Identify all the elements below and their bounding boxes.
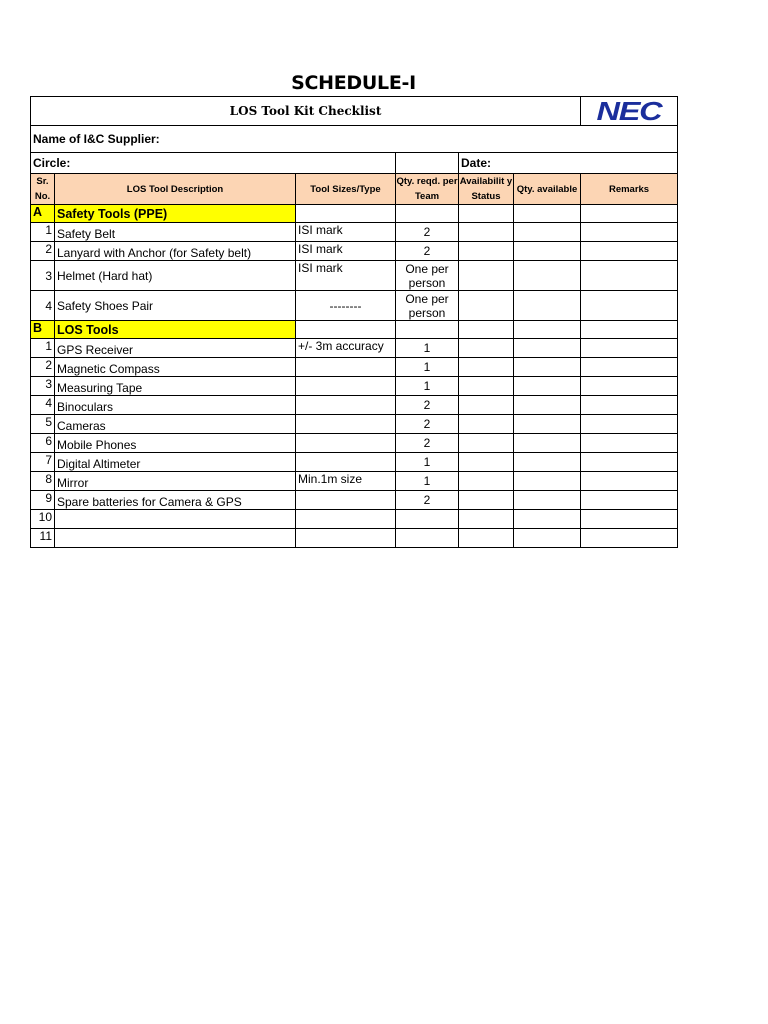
table-row <box>31 529 678 548</box>
remarks-cell <box>581 223 678 242</box>
qty-required: 2 <box>396 415 459 434</box>
header-qty: Qty. reqd. per Team <box>396 174 459 205</box>
qty-available-cell <box>514 358 581 377</box>
qty-available-cell <box>514 529 581 548</box>
table-row <box>31 291 678 321</box>
tool-size <box>296 415 396 434</box>
availability-status-cell <box>459 510 514 529</box>
remarks-cell <box>581 339 678 358</box>
tool-description: Lanyard with Anchor (for Safety belt) <box>55 242 296 261</box>
tool-size <box>296 396 396 415</box>
qty-available-cell <box>514 434 581 453</box>
table-row <box>31 223 678 242</box>
table-row <box>31 358 678 377</box>
qty-required: 1 <box>396 472 459 491</box>
header-sr: Sr. No. <box>31 174 55 205</box>
tool-description: Spare batteries for Camera & GPS <box>55 491 296 510</box>
sr-no: 6 <box>31 434 55 453</box>
availability-status-cell <box>459 396 514 415</box>
qty-required: 2 <box>396 396 459 415</box>
remarks-cell <box>581 472 678 491</box>
sr-no: 4 <box>31 291 55 321</box>
tool-size <box>296 453 396 472</box>
remarks-cell <box>581 242 678 261</box>
section-name: LOS Tools <box>55 321 296 339</box>
qty-required: 1 <box>396 377 459 396</box>
sr-no: 8 <box>31 472 55 491</box>
table-row <box>31 396 678 415</box>
qty-available-cell <box>514 223 581 242</box>
tool-description: Binoculars <box>55 396 296 415</box>
checklist-title: LOS Tool Kit Checklist <box>31 97 581 126</box>
date-label: Date: <box>459 153 678 174</box>
remarks-cell <box>581 510 678 529</box>
remarks-cell <box>581 291 678 321</box>
table-row <box>31 491 678 510</box>
availability-status-cell <box>459 434 514 453</box>
table-row <box>31 434 678 453</box>
tool-description: Digital Altimeter <box>55 453 296 472</box>
section-row <box>31 321 678 339</box>
qty-available-cell <box>514 510 581 529</box>
cell <box>459 321 514 339</box>
cell <box>296 321 396 339</box>
sr-no: 5 <box>31 415 55 434</box>
availability-status-cell <box>459 529 514 548</box>
sr-no: 1 <box>31 223 55 242</box>
tool-size <box>296 529 396 548</box>
table-row <box>31 415 678 434</box>
cell <box>581 321 678 339</box>
qty-available-cell <box>514 261 581 291</box>
nec-logo-text: NEC <box>596 96 662 126</box>
qty-required: 2 <box>396 491 459 510</box>
tool-description <box>55 510 296 529</box>
tool-description: Magnetic Compass <box>55 358 296 377</box>
tool-size <box>296 510 396 529</box>
table-row <box>31 472 678 491</box>
qty-required <box>396 510 459 529</box>
circle-label: Circle: <box>31 153 396 174</box>
availability-status-cell <box>459 491 514 510</box>
table-row <box>31 453 678 472</box>
qty-available-cell <box>514 491 581 510</box>
availability-status-cell <box>459 223 514 242</box>
header-qty-avail: Qty. available <box>514 174 581 205</box>
tool-size: Min.1m size <box>296 472 396 491</box>
qty-available-cell <box>514 453 581 472</box>
availability-status-cell <box>459 291 514 321</box>
header-avail: Availabilit y Status <box>459 174 514 205</box>
availability-status-cell <box>459 415 514 434</box>
qty-required: 2 <box>396 242 459 261</box>
remarks-cell <box>581 415 678 434</box>
cell <box>459 205 514 223</box>
tool-description <box>55 529 296 548</box>
tool-description: Measuring Tape <box>55 377 296 396</box>
tool-description: GPS Receiver <box>55 339 296 358</box>
availability-status-cell <box>459 242 514 261</box>
sr-no: 10 <box>31 510 55 529</box>
tool-size <box>296 434 396 453</box>
availability-status-cell <box>459 377 514 396</box>
table-row <box>31 242 678 261</box>
tool-size <box>296 491 396 510</box>
qty-available-cell <box>514 377 581 396</box>
sr-no: 9 <box>31 491 55 510</box>
cell <box>581 205 678 223</box>
nec-logo <box>581 97 678 126</box>
qty-required <box>396 529 459 548</box>
qty-available-cell <box>514 242 581 261</box>
header-remarks: Remarks <box>581 174 678 205</box>
tool-description: Safety Belt <box>55 223 296 242</box>
qty-required: 1 <box>396 339 459 358</box>
tool-size: -------- <box>296 291 396 321</box>
tool-description: Safety Shoes Pair <box>55 291 296 321</box>
remarks-cell <box>581 396 678 415</box>
cell <box>296 205 396 223</box>
remarks-cell <box>581 434 678 453</box>
remarks-cell <box>581 529 678 548</box>
table-row <box>31 510 678 529</box>
qty-required: 1 <box>396 453 459 472</box>
table-row <box>31 339 678 358</box>
header-row <box>31 174 678 205</box>
tool-description: Mobile Phones <box>55 434 296 453</box>
qty-available-cell <box>514 396 581 415</box>
qty-required: One per person <box>396 291 459 321</box>
cell <box>514 321 581 339</box>
qty-available-cell <box>514 415 581 434</box>
remarks-cell <box>581 377 678 396</box>
sr-no: 11 <box>31 529 55 548</box>
qty-required: 1 <box>396 358 459 377</box>
qty-required: 2 <box>396 434 459 453</box>
header-size: Tool Sizes/Type <box>296 174 396 205</box>
cell <box>396 205 459 223</box>
section-row <box>31 205 678 223</box>
tool-description: Helmet (Hard hat) <box>55 261 296 291</box>
sr-no: 7 <box>31 453 55 472</box>
sr-no: 1 <box>31 339 55 358</box>
tool-size: +/- 3m accuracy <box>296 339 396 358</box>
tool-size: ISI mark <box>296 261 396 291</box>
qty-available-cell <box>514 291 581 321</box>
section-name: Safety Tools (PPE) <box>55 205 296 223</box>
sr-no: 3 <box>31 377 55 396</box>
availability-status-cell <box>459 472 514 491</box>
sr-no: 2 <box>31 358 55 377</box>
tool-description: Mirror <box>55 472 296 491</box>
schedule-title: SCHEDULE-I <box>291 72 416 94</box>
remarks-cell <box>581 491 678 510</box>
availability-status-cell <box>459 339 514 358</box>
table-row <box>31 261 678 291</box>
tool-size <box>296 358 396 377</box>
availability-status-cell <box>459 453 514 472</box>
qty-required: One per person <box>396 261 459 291</box>
sr-no: 2 <box>31 242 55 261</box>
section-id: B <box>31 321 55 339</box>
availability-status-cell <box>459 261 514 291</box>
sr-no: 4 <box>31 396 55 415</box>
qty-required: 2 <box>396 223 459 242</box>
header-desc: LOS Tool Description <box>55 174 296 205</box>
remarks-cell <box>581 453 678 472</box>
qty-available-cell <box>514 472 581 491</box>
cell <box>396 321 459 339</box>
table-row <box>31 377 678 396</box>
supplier-label: Name of I&C Supplier: <box>31 126 678 153</box>
tool-size: ISI mark <box>296 242 396 261</box>
tool-size <box>296 377 396 396</box>
circle-blank-cell <box>396 153 459 174</box>
section-id: A <box>31 205 55 223</box>
cell <box>514 205 581 223</box>
tool-description: Cameras <box>55 415 296 434</box>
sr-no: 3 <box>31 261 55 291</box>
qty-available-cell <box>514 339 581 358</box>
remarks-cell <box>581 358 678 377</box>
remarks-cell <box>581 261 678 291</box>
checklist-table <box>30 96 678 548</box>
availability-status-cell <box>459 358 514 377</box>
tool-size: ISI mark <box>296 223 396 242</box>
